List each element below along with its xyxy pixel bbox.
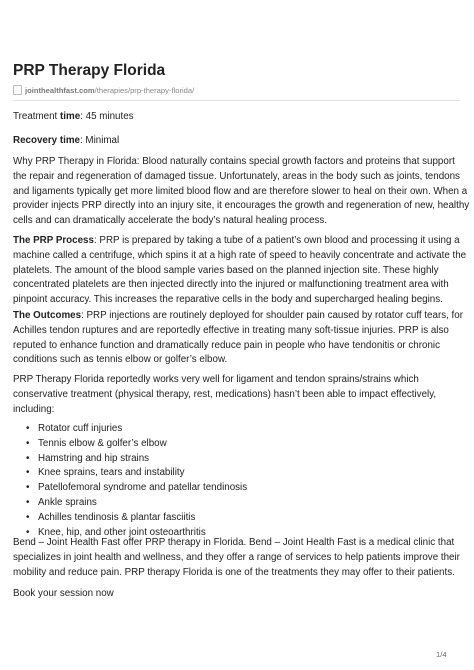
intro-paragraph [13,155,470,229]
list-item-text: Knee sprains, tears and instability [38,467,185,479]
list-item-text: Achilles tendinosis & plantar fasciitis [38,511,196,523]
url-path[interactable]: /therapies/prp-therapy-florida/ [94,85,195,95]
outcomes-line: conditions such as tennis elbow or golfer’s elbow. [13,354,228,366]
outcomes-paragraph [13,309,461,368]
list-item [26,466,247,481]
list-item-text: Knee, hip, and other joint osteoarthritis [38,526,206,538]
outcomes-line: reputed to enhance function and dramatically reduce pain in people who have tendonitis or chronic [13,339,440,351]
list-item [26,437,247,452]
outcomes-first-line [13,309,461,324]
list-item-text: Hamstring and hip strains [38,452,150,464]
bullet-icon: • [26,437,30,449]
recovery-value: : Minimal [79,135,120,146]
url-host[interactable]: jointhealthfast.com [25,85,95,95]
bullet-icon: • [26,467,30,479]
works-line: PRP Therapy Florida reportedly works very well for ligament and tendon sprains/strains which [13,374,419,385]
intro-line: provider injects PRP directly into an injury site, it encourages the growth and regeneration of new, healthy [13,200,470,212]
bend-line: Bend – Joint Health Fast offer PRP therapy in Florida. Bend – Joint Health Fast is a medical clinic that [13,537,455,548]
page-icon [13,85,22,95]
outcomes-text: : PRP injections are routinely deployed for shoulder pain caused by rotator cuff tears, for [81,310,463,321]
treatment-time [13,110,461,125]
conditions-list [26,422,247,540]
bend-line: mobility and reduce pain. PRP therapy Florida is one of the treatments they may offer to their patients. [13,566,455,578]
bullet-icon: • [26,526,30,538]
intro-line: the repair and regeneration of damaged tissue. Unfortunately, areas in the body such as joints, tendons [13,170,460,182]
treatment-label: Treatment [13,111,61,122]
process-line: platelets. The amount of the blood sample varies based on the planned injection site. These highly [13,264,439,276]
works-line: including: [13,403,55,415]
page-title: PRP Therapy Florida [13,62,166,79]
bend-line: specializes in joint health and wellness, and they offer a range of services to help patients improve their [13,551,460,563]
works-paragraph [13,373,461,417]
list-item [26,511,247,526]
outcomes-label: The Outcomes [13,310,82,321]
intro-line: and ligaments typically get more limited blood flow and are therefore slower to heal on their own. When a [13,185,468,197]
recovery-label: Recovery time [13,135,80,146]
list-item [26,452,247,467]
recovery-time [13,134,461,149]
list-item-text: Rotator cuff injuries [38,423,123,434]
works-line: conservative treatment (physical therapy, rest, medications) hasn’t been able to impact effectively, [13,388,437,400]
list-item [26,422,247,437]
outcomes-line: Achilles tendon ruptures and are reportedly effective in treating many soft-tissue injuries. PRP is also [13,324,449,336]
book-session-text: Book your session now [13,588,114,599]
intro-line: cells and can dramatically accelerate the body’s natural healing process. [13,215,328,227]
list-item [26,496,247,511]
list-item-text: Patellofemoral syndrome and patellar tendinosis [38,482,248,494]
process-label: The PRP Process [13,235,94,246]
list-item [26,481,247,496]
header-divider [13,100,460,101]
page-number: 1/4 [436,650,447,659]
process-text: : PRP is prepared by taking a tube of a patient’s own blood and processing it using a [93,235,460,246]
list-item-text: Ankle sprains [38,496,97,508]
bullet-icon: • [26,423,30,434]
process-line: machine called a centrifuge, which spins it at a high rate of speed to heavily concentrate and activate the [13,249,467,261]
intro-line: Why PRP Therapy in Florida: Blood naturally contains special growth factors and proteins that support [13,156,455,167]
bullet-icon: • [26,511,30,523]
process-first-line [13,234,461,249]
bullet-icon: • [26,482,30,494]
treatment-value: : 45 minutes [80,111,134,122]
bullet-icon: • [26,452,30,464]
url-text[interactable] [25,86,194,95]
treatment-label-bold: time [60,111,81,122]
process-line: pinpoint accuracy. This increases the reparative cells in the body and supercharged healing begins. [13,294,443,306]
bend-paragraph [13,536,461,580]
bullet-icon: • [26,496,30,508]
process-line: concentrated platelets are then injected directly into the injured or malfunctioning treatment area with [13,279,449,291]
source-url[interactable] [13,84,194,96]
process-paragraph [13,234,467,308]
list-item-text: Tennis elbow & golfer’s elbow [38,437,167,449]
